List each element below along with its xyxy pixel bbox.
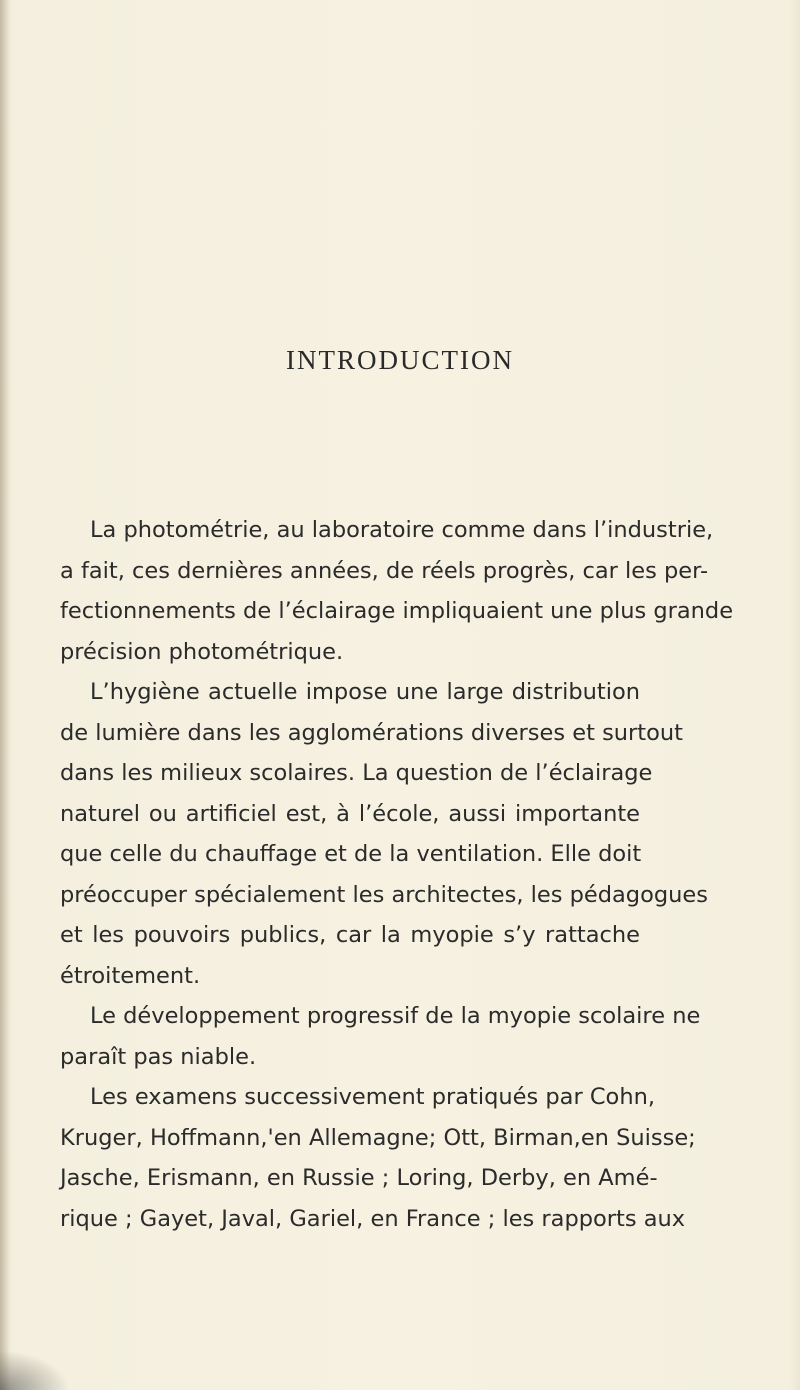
text-line: que celle du chauffage et de la ventilation. Elle doit — [60, 841, 642, 867]
paragraph-3 — [60, 996, 701, 1077]
text-line: Les examens successivement pratiqués par Cohn, — [90, 1084, 655, 1110]
text-line: La photométrie, au laboratoire comme dans l’industrie, — [90, 517, 714, 543]
text-line: de lumière dans les agglomérations diverses et surtout — [60, 719, 683, 746]
body-text — [60, 510, 734, 1239]
text-line: étroitement. — [60, 962, 201, 989]
text-line: et les pouvoirs publics, car la myopie s’y rattache — [60, 922, 640, 948]
text-line: dans les milieux scolaires. La question de l’éclairage — [60, 760, 653, 786]
paragraph-4 — [60, 1077, 696, 1239]
text-line: fectionnements de l’éclairage impliquaient une plus grande — [60, 598, 734, 624]
text-line: L’hygiène actuelle impose une large distribution — [90, 679, 640, 705]
text-line: paraît pas niable. — [60, 1043, 257, 1070]
paragraph-1 — [60, 510, 734, 672]
chapter-title: INTRODUCTION — [286, 345, 514, 375]
text-line: naturel ou artificiel est, à l’école, aussi importante — [60, 800, 640, 827]
page-corner-mark — [0, 1350, 70, 1390]
text-line: précision photométrique. — [60, 638, 344, 665]
text-line: Jasche, Erismann, en Russie ; Loring, Derby, en Amé- — [60, 1165, 658, 1191]
text-line: préoccuper spécialement les architectes, les pédagogues — [60, 881, 708, 908]
paragraph-2 — [60, 672, 708, 996]
text-line: Le développement progressif de la myopie scolaire ne — [90, 1003, 701, 1029]
text-line: Kruger, Hoffmann,'en Allemagne; Ott, Birman,en Suisse; — [60, 1124, 696, 1151]
text-line: a fait, ces dernières années, de réels progrès, car les per- — [60, 557, 709, 584]
page-edge-shadow — [0, 0, 10, 1390]
text-line: rique ; Gayet, Javal, Gariel, en France ; les rapports aux — [60, 1205, 686, 1232]
